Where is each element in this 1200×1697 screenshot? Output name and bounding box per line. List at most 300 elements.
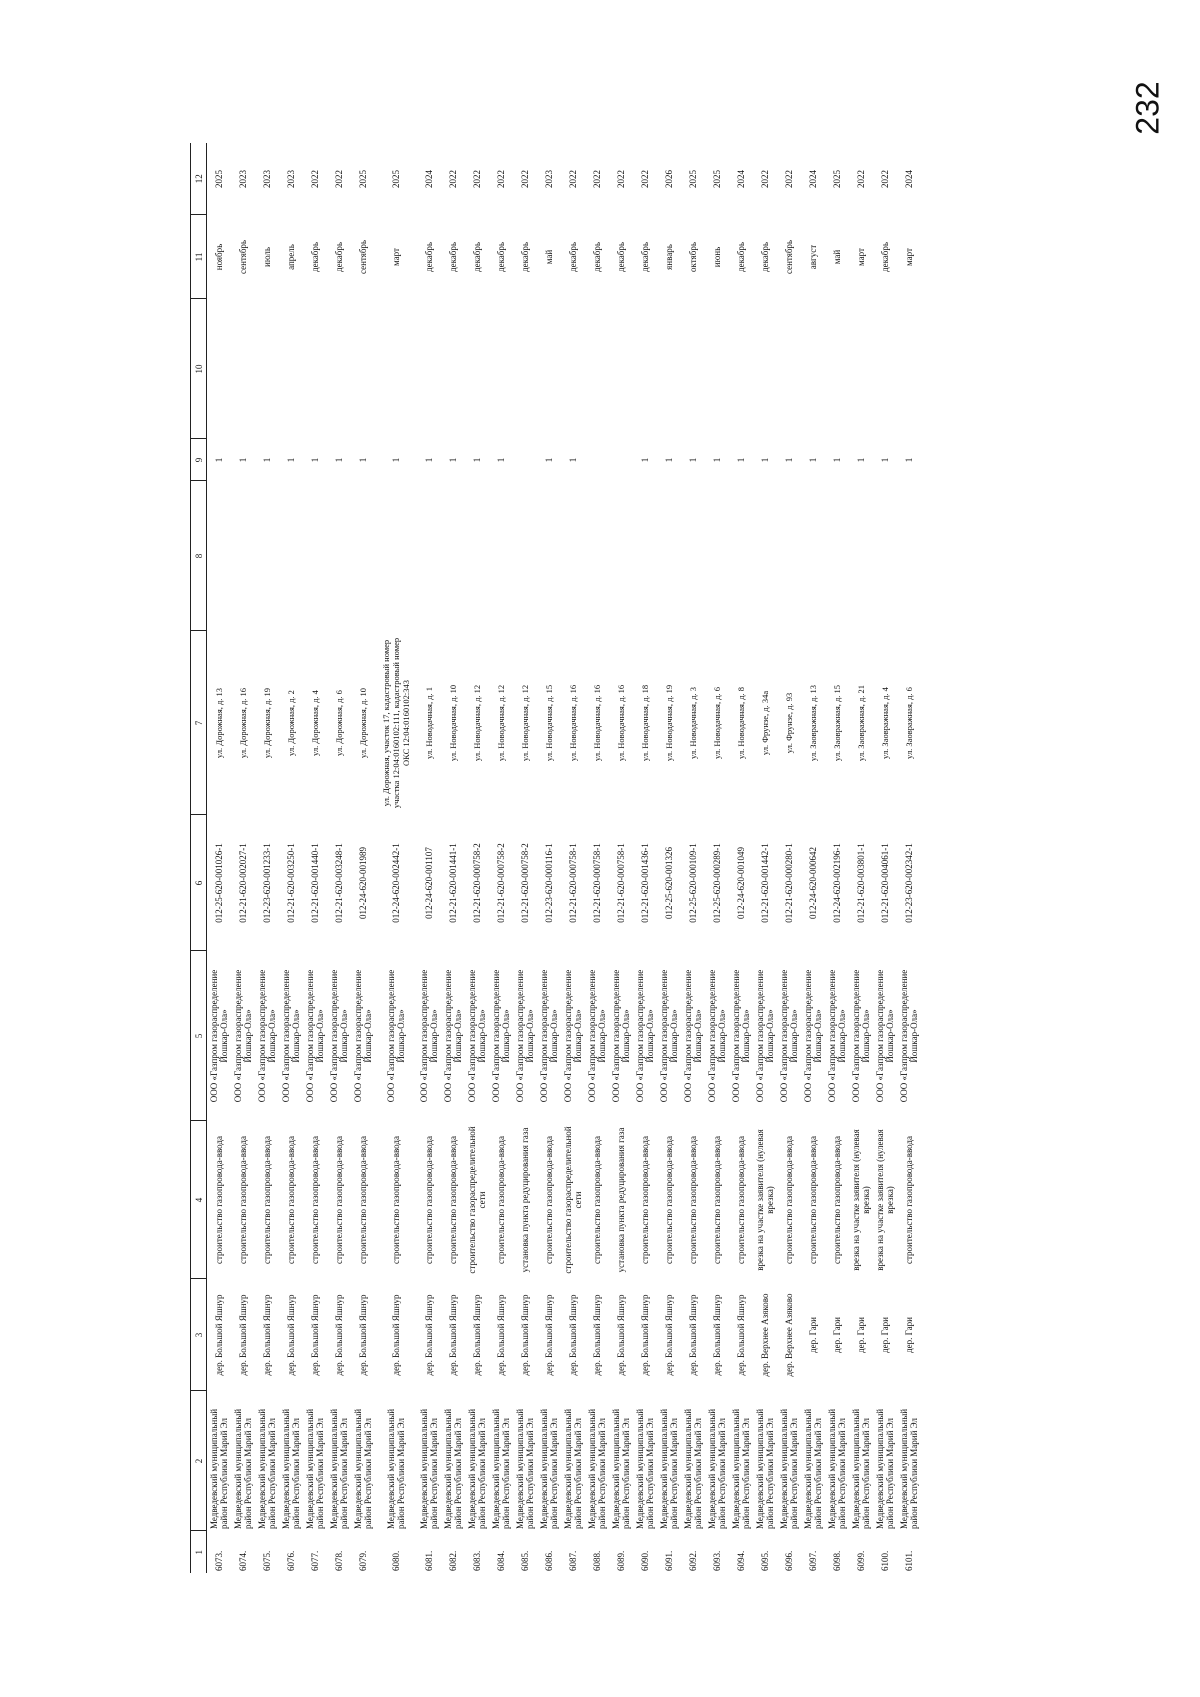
application-number-cell: 012-24-620-001989 [358,847,368,919]
year-cell: 2022 [592,170,602,188]
row-number: 6080. [391,1550,401,1571]
work-type-cell: строительство газопровода-ввода [688,1136,698,1264]
organization-cell: ООО «Газпром газораспределение Йошкар-Ола» [659,969,679,1103]
quantity-cell: 1 [640,457,650,463]
empty-cell [441,299,465,439]
address-cell: ул. Дорожная, д. 10 [358,687,368,759]
district-cell: Медведевский муниципальный район Республики Марий Эл [281,1408,301,1529]
month-cell: сентябрь [238,239,248,275]
empty-cell [897,481,921,631]
column-number: 4 [191,1121,207,1279]
organization-cell: ООО «Газпром газораспределение Йошкар-Ола» [305,969,325,1103]
empty-cell [465,481,489,631]
empty-cell [849,299,873,439]
year-cell: 2026 [664,170,674,188]
row-number: 6090. [640,1550,650,1571]
table-row [561,143,585,1573]
empty-cell [489,299,513,439]
year-cell: 2024 [424,170,434,188]
address-cell: ул. Заовражная, д. 13 [808,684,818,762]
work-type-cell: врезка на участке заявителя (нулевая врезка) [755,1129,775,1271]
empty-cell [585,481,609,631]
row-number: 6077. [310,1550,320,1571]
district-cell: Медведевский муниципальный район Республики Марий Эл [305,1408,325,1529]
district-cell: Медведевский муниципальный район Республики Марий Эл [875,1408,895,1529]
work-type-cell: строительство газораспределительной сети [467,1126,487,1274]
application-number-cell: 012-21-620-001442-1 [760,843,770,923]
register-table [190,143,921,1573]
month-cell: декабрь [496,242,506,272]
empty-cell [777,299,801,439]
month-cell: декабрь [310,242,320,272]
quantity-cell: 1 [856,457,866,463]
month-cell: сентябрь [784,239,794,275]
month-cell: март [856,248,866,266]
month-cell: декабрь [880,242,890,272]
month-cell: июнь [712,246,722,268]
empty-cell [231,481,255,631]
month-cell: июль [262,247,272,267]
address-cell: ул. Фрунзе, д. 93 [784,692,794,754]
year-cell: 2022 [472,170,482,188]
settlement-cell: дер. Большой Яшнур [688,1294,698,1376]
rotated-table-sheet [190,143,990,1573]
settlement-cell: дер. Большой Яшнур [664,1294,674,1376]
year-cell: 2022 [568,170,578,188]
district-cell: Медведевский муниципальный район Республики Марий Эл [803,1408,823,1529]
month-cell: декабрь [736,242,746,272]
empty-cell [825,299,849,439]
application-number-cell: 012-23-620-002342-1 [904,843,914,923]
address-cell: ул. Дорожная, д. 4 [310,690,320,756]
year-cell: 2024 [736,170,746,188]
application-number-cell: 012-24-620-002442-1 [391,843,401,923]
column-number: 3 [191,1279,207,1391]
table-row [255,143,279,1573]
row-number: 6096. [784,1550,794,1571]
district-cell: Медведевский муниципальный район Республики Марий Эл [353,1408,373,1529]
application-number-cell: 012-25-620-001326 [664,847,674,919]
work-type-cell: строительство газопровода-ввода [448,1136,458,1264]
address-cell: ул. Заовражная, д. 4 [880,687,890,759]
quantity-cell: 1 [712,457,722,463]
work-type-cell: строительство газопровода-ввода [391,1136,401,1264]
table-row [537,143,561,1573]
empty-cell [327,481,351,631]
work-type-cell: строительство газопровода-ввода [640,1136,650,1264]
empty-cell [513,481,537,631]
application-number-cell: 012-21-620-001436-1 [640,843,650,923]
organization-cell: ООО «Газпром газораспределение Йошкар-Ола» [587,969,607,1103]
settlement-cell: дер. Большой Яшнур [424,1294,434,1376]
settlement-cell: дер. Большой Яшнур [496,1294,506,1376]
empty-cell [417,299,441,439]
work-type-cell: установка пункта редуцирования газа [616,1127,626,1273]
empty-cell [585,299,609,439]
month-cell: декабрь [472,242,482,272]
quantity-cell: 1 [880,457,890,463]
organization-cell: ООО «Газпром газораспределение Йошкар-Ола» [707,969,727,1103]
table-row [585,143,609,1573]
settlement-cell: дер. Большой Яшнур [712,1294,722,1376]
settlement-cell: дер. Большой Яшнур [592,1294,602,1376]
address-cell: ул. Новодачная, д. 12 [520,684,530,762]
district-cell: Медведевский муниципальный район Республики Марий Эл [899,1408,919,1529]
district-cell: Медведевский муниципальный район Республики Марий Эл [707,1408,727,1529]
row-number: 6099. [856,1550,866,1571]
table-row [417,143,441,1573]
address-cell: ул. Дорожная, д. 16 [238,687,248,759]
month-cell: декабрь [760,242,770,272]
district-cell: Медведевский муниципальный район Республики Марий Эл [386,1408,406,1529]
year-cell: 2025 [688,170,698,188]
organization-cell: ООО «Газпром газораспределение Йошкар-Ола» [875,969,895,1103]
empty-cell [609,481,633,631]
application-number-cell: 012-25-620-000109-1 [688,843,698,923]
address-cell: ул. Новодачная, д. 1 [424,686,434,760]
district-cell: Медведевский муниципальный район Республики Марий Эл [827,1408,847,1529]
year-cell: 2025 [214,170,224,188]
settlement-cell: дер. Большой Яшнур [238,1294,248,1376]
organization-cell: ООО «Газпром газораспределение Йошкар-Ола» [353,969,373,1103]
organization-cell: ООО «Газпром газораспределение Йошкар-Ола» [419,969,439,1103]
district-cell: Медведевский муниципальный район Республики Марий Эл [443,1408,463,1529]
table-row [657,143,681,1573]
settlement-cell: дер. Верхнее Азяково [784,1293,794,1377]
quantity-cell: 1 [496,457,506,463]
table-row [513,143,537,1573]
month-cell: декабрь [640,242,650,272]
district-cell: Медведевский муниципальный район Республики Марий Эл [587,1408,607,1529]
quantity-cell [585,439,609,481]
application-number-cell: 012-21-620-002027-1 [238,843,248,923]
table-row [777,143,801,1573]
settlement-cell: дер. Большой Яшнур [358,1294,368,1376]
table-row [897,143,921,1573]
column-number: 9 [191,439,207,481]
empty-cell [561,299,585,439]
row-number: 6101. [904,1550,914,1571]
address-cell: ул. Новодачная, д. 10 [448,684,458,762]
address-cell: ул. Новодачная, д. 16 [568,684,578,762]
address-cell: ул. Дорожная, д. 2 [286,690,296,756]
quantity-cell: 1 [544,457,554,463]
empty-cell [351,481,375,631]
quantity-cell: 1 [784,457,794,463]
organization-cell: ООО «Газпром газораспределение Йошкар-Ола» [851,969,871,1103]
empty-cell [705,481,729,631]
month-cell: апрель [286,244,296,270]
application-number-cell: 012-21-620-000758-1 [592,843,602,923]
quantity-cell: 1 [238,457,248,463]
work-type-cell: строительство газопровода-ввода [544,1136,554,1264]
year-cell: 2022 [784,170,794,188]
year-cell: 2022 [616,170,626,188]
district-cell: Медведевский муниципальный район Республики Марий Эл [233,1408,253,1529]
row-number: 6095. [760,1550,770,1571]
organization-cell: ООО «Газпром газораспределение Йошкар-Ола» [443,969,463,1103]
work-type-cell: строительство газопровода-ввода [736,1136,746,1264]
empty-cell [513,299,537,439]
month-cell: декабрь [334,242,344,272]
district-cell: Медведевский муниципальный район Республики Марий Эл [611,1408,631,1529]
empty-cell [753,481,777,631]
year-cell: 2024 [904,170,914,188]
row-number: 6084. [496,1550,506,1571]
settlement-cell: дер. Большой Яшнур [448,1294,458,1376]
settlement-cell: дер. Гари [904,1317,914,1353]
district-cell: Медведевский муниципальный район Республики Марий Эл [779,1408,799,1529]
table-row [729,143,753,1573]
empty-cell [729,299,753,439]
work-type-cell: строительство газораспределительной сети [563,1126,583,1274]
empty-cell [207,481,232,631]
row-number: 6073. [214,1550,224,1571]
application-number-cell: 012-21-620-003801-1 [856,843,866,923]
empty-cell [465,299,489,439]
work-type-cell: строительство газопровода-ввода [496,1136,506,1264]
table-row [231,143,255,1573]
settlement-cell: дер. Большой Яшнур [640,1294,650,1376]
table-row [753,143,777,1573]
application-number-cell: 012-21-620-000758-2 [496,843,506,923]
empty-cell [633,481,657,631]
month-cell: январь [664,244,674,270]
month-cell: декабрь [592,242,602,272]
empty-cell [897,299,921,439]
quantity-cell: 1 [358,457,368,463]
quantity-cell: 1 [214,457,224,463]
row-number: 6094. [736,1550,746,1571]
column-number: 7 [191,631,207,815]
quantity-cell: 1 [391,457,401,463]
year-cell: 2022 [856,170,866,188]
column-number: 2 [191,1391,207,1531]
empty-cell [609,299,633,439]
month-cell: март [391,248,401,266]
month-cell: сентябрь [358,239,368,275]
organization-cell: ООО «Газпром газораспределение Йошкар-Ола» [539,969,559,1103]
empty-cell [375,299,417,439]
table-row [489,143,513,1573]
row-number: 6093. [712,1550,722,1571]
table-row [351,143,375,1573]
year-cell: 2022 [880,170,890,188]
column-number-row [191,143,207,1573]
organization-cell: ООО «Газпром газораспределение Йошкар-Ола» [635,969,655,1103]
empty-cell [801,481,825,631]
address-cell: ул. Новодачная, д. 12 [496,684,506,762]
month-cell: май [544,249,554,265]
district-cell: Медведевский муниципальный район Республики Марий Эл [563,1408,583,1529]
settlement-cell: дер. Гари [856,1317,866,1353]
district-cell: Медведевский муниципальный район Республики Марий Эл [851,1408,871,1529]
organization-cell: ООО «Газпром газораспределение Йошкар-Ола» [731,969,751,1103]
empty-cell [729,481,753,631]
organization-cell: ООО «Газпром газораспределение Йошкар-Ола» [281,969,301,1103]
quantity-cell: 1 [688,457,698,463]
address-cell: ул. Заовражная, д. 15 [832,684,842,762]
table-row [873,143,897,1573]
address-cell: ул. Новодачная, д. 3 [688,686,698,760]
table-row [609,143,633,1573]
address-cell: ул. Дорожная, д. 19 [262,687,272,759]
quantity-cell: 1 [904,457,914,463]
application-number-cell: 012-24-620-000642 [808,847,818,919]
empty-cell [681,481,705,631]
column-number: 8 [191,481,207,631]
organization-cell: ООО «Газпром газораспределение Йошкар-Ола» [611,969,631,1103]
organization-cell: ООО «Газпром газораспределение Йошкар-Ола» [563,969,583,1103]
table-row [849,143,873,1573]
column-number: 5 [191,951,207,1121]
address-cell: ул. Дорожная, д. 6 [334,690,344,756]
address-cell: ул. Фрунзе, д. 34а [760,690,770,756]
quantity-cell: 1 [424,457,434,463]
empty-cell [255,481,279,631]
table-row [681,143,705,1573]
year-cell: 2022 [640,170,650,188]
empty-cell [255,299,279,439]
row-number: 6075. [262,1550,272,1571]
district-cell: Медведевский муниципальный район Республики Марий Эл [515,1408,535,1529]
empty-cell [681,299,705,439]
settlement-cell: дер. Большой Яшнур [472,1294,482,1376]
quantity-cell: 1 [286,457,296,463]
district-cell: Медведевский муниципальный район Республики Марий Эл [755,1408,775,1529]
settlement-cell: дер. Большой Яшнур [544,1294,554,1376]
row-number: 6089. [616,1550,626,1571]
quantity-cell: 1 [832,457,842,463]
year-cell: 2024 [808,170,818,188]
district-cell: Медведевский муниципальный район Республики Марий Эл [419,1408,439,1529]
row-number: 6100. [880,1550,890,1571]
work-type-cell: строительство газопровода-ввода [424,1136,434,1264]
row-number: 6081. [424,1550,434,1571]
work-type-cell: строительство газопровода-ввода [832,1136,842,1264]
organization-cell: ООО «Газпром газораспределение Йошкар-Ола» [257,969,277,1103]
application-number-cell: 012-21-620-001440-1 [310,843,320,923]
month-cell: декабрь [520,242,530,272]
organization-cell: ООО «Газпром газораспределение Йошкар-Ола» [803,969,823,1103]
application-number-cell: 012-21-620-000280-1 [784,843,794,923]
quantity-cell: 1 [262,457,272,463]
settlement-cell: дер. Верхнее Азяково [760,1293,770,1377]
application-number-cell: 012-21-620-000758-1 [616,843,626,923]
year-cell: 2022 [520,170,530,188]
empty-cell [561,481,585,631]
address-cell: ул. Дорожная, участок 17, кадастровый номер участка 12:04:0160102:111, кадастровый номер ОКС 12:04:0160102:343 [381,637,411,809]
empty-cell [441,481,465,631]
table-row [825,143,849,1573]
month-cell: август [808,244,818,270]
work-type-cell: строительство газопровода-ввода [712,1136,722,1264]
settlement-cell: дер. Гари [808,1317,818,1353]
quantity-cell: 1 [334,457,344,463]
empty-cell [633,299,657,439]
address-cell: ул. Новодачная, д. 18 [640,684,650,762]
year-cell: 2025 [391,170,401,188]
page-number: 232 [1129,81,1166,135]
year-cell: 2025 [358,170,368,188]
month-cell: октябрь [688,242,698,272]
application-number-cell: 012-25-620-001026-1 [214,843,224,923]
row-number: 6083. [472,1550,482,1571]
application-number-cell: 012-23-620-001233-1 [262,843,272,923]
year-cell: 2022 [448,170,458,188]
application-number-cell: 012-24-620-001049 [736,847,746,919]
application-number-cell: 012-24-620-002196-1 [832,843,842,923]
empty-cell [351,299,375,439]
address-cell: ул. Заовражная, д. 6 [904,687,914,759]
organization-cell: ООО «Газпром газораспределение Йошкар-Ола» [755,969,775,1103]
table-row [327,143,351,1573]
organization-cell: ООО «Газпром газораспределение Йошкар-Ола» [515,969,535,1103]
organization-cell: ООО «Газпром газораспределение Йошкар-Ола» [779,969,799,1103]
row-number: 6076. [286,1550,296,1571]
address-cell: ул. Новодачная, д. 16 [616,684,626,762]
year-cell: 2025 [712,170,722,188]
application-number-cell: 012-21-620-004061-1 [880,843,890,923]
month-cell: декабрь [424,242,434,272]
organization-cell: ООО «Газпром газораспределение Йошкар-Ола» [386,969,406,1103]
quantity-cell: 1 [664,457,674,463]
row-number: 6091. [664,1550,674,1571]
month-cell: март [904,248,914,266]
work-type-cell: строительство газопровода-ввода [334,1136,344,1264]
settlement-cell: дер. Большой Яшнур [310,1294,320,1376]
settlement-cell: дер. Гари [880,1317,890,1353]
row-number: 6074. [238,1550,248,1571]
row-number: 6082. [448,1550,458,1571]
register-rows [207,143,922,1573]
row-number: 6086. [544,1550,554,1571]
application-number-cell: 012-21-620-000758-2 [472,843,482,923]
quantity-cell [609,439,633,481]
district-cell: Медведевский муниципальный район Республики Марий Эл [539,1408,559,1529]
district-cell: Медведевский муниципальный район Республики Марий Эл [683,1408,703,1529]
empty-cell [279,481,303,631]
work-type-cell: строительство газопровода-ввода [592,1136,602,1264]
quantity-cell: 1 [568,457,578,463]
row-number: 6085. [520,1550,530,1571]
address-cell: ул. Новодачная, д. 15 [544,684,554,762]
table-row [441,143,465,1573]
empty-cell [657,299,681,439]
work-type-cell: врезка на участке заявителя (нулевая врезка) [851,1129,871,1271]
empty-cell [537,299,561,439]
table-row [375,143,417,1573]
year-cell: 2022 [496,170,506,188]
organization-cell: ООО «Газпром газораспределение Йошкар-Ола» [827,969,847,1103]
empty-cell [873,481,897,631]
column-number: 6 [191,815,207,951]
empty-cell [417,481,441,631]
empty-cell [279,299,303,439]
district-cell: Медведевский муниципальный район Республики Марий Эл [329,1408,349,1529]
year-cell: 2023 [286,170,296,188]
work-type-cell: строительство газопровода-ввода [784,1136,794,1264]
settlement-cell: дер. Большой Яшнур [736,1294,746,1376]
address-cell: ул. Новодачная, д. 16 [592,684,602,762]
work-type-cell: строительство газопровода-ввода [286,1136,296,1264]
settlement-cell: дер. Большой Яшнур [616,1294,626,1376]
quantity-cell [513,439,537,481]
work-type-cell: строительство газопровода-ввода [214,1136,224,1264]
row-number: 6092. [688,1550,698,1571]
month-cell: май [832,249,842,265]
address-cell: ул. Новодачная, д. 8 [736,686,746,760]
